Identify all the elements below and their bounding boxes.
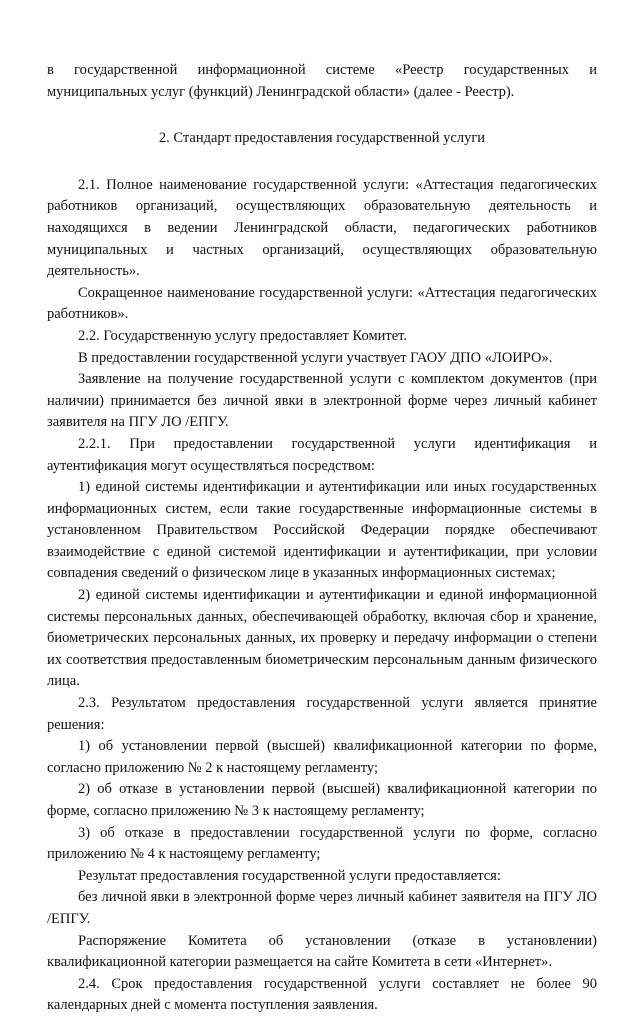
- paragraph-result-delivery: Результат предоставления государственной услуги предоставляется:: [78, 867, 501, 884]
- result-item-3: 3) об отказе в предоставлении государственной услуги по форме, согласно приложению № 4 к настоящему регламенту;: [47, 824, 597, 863]
- paragraph-2-1-full-name: 2.1. Полное наименование государственной услуги: «Аттестация педагогических работников организаций, осуществляющих образовательную деятельность и находящихся в ведении Ленинградской области, педагогических работников муниципальных и частных организаций, осуществляющих образовательную деятельность».: [47, 176, 597, 280]
- section-heading: 2. Стандарт предоставления государственной услуги: [158, 130, 486, 147]
- paragraph-2-3: 2.3. Результатом предоставления государственной услуги является принятие решения:: [47, 695, 597, 733]
- paragraph-delivery-method: без личной явки в электронной форме через личный кабинет заявителя на ПГУ ЛО /ЕПГУ.: [47, 889, 597, 927]
- paragraph-2-4: 2.4. Срок предоставления государственной услуги составляет не более 90 календарных дней с момента поступления заявления.: [47, 975, 597, 1014]
- paragraph-application: Заявление на получение государственной услуги с комплектом документов (при наличии) принимается без личной явки в электронной форме через личный кабинет заявителя на ПГУ ЛО /ЕПГУ.: [47, 371, 597, 431]
- paragraph-2-2: 2.2. Государственную услугу предоставляет Комитет.: [78, 327, 408, 344]
- list-item-biometric: 2) единой системы идентификации и аутентификации и единой информационной системы персональных данных, обеспечивающей обработку, включая сбор и хранение, биометрических персональных данных, их проверку и передачу информации о степени их соответствия предоставленным биометрическим персональным данным физического лица.: [47, 587, 597, 690]
- result-item-2: 2) об отказе в установлении первой (высшей) квалификационной категории по форме, согласно приложению № 3 к настоящему регламенту;: [47, 781, 597, 819]
- paragraph-order-publication: Распоряжение Комитета об установлении (отказе в установлении) квалификационной категории размещается на сайте Комитета в сети «Интернет».: [47, 932, 597, 971]
- list-item-esia: 1) единой системы идентификации и аутентификации или иных государственных информационных систем, если такие государственные информационные системы в установленном Правительством Российской Федерации порядке обеспечивают взаимодействие с единой системой идентификации и аутентификации, при условии совпадения сведений о физическом лице в указанных информационных системах;: [47, 479, 597, 582]
- paragraph-short-name: Сокращенное наименование государственной услуги: «Аттестация педагогических работников».: [47, 284, 597, 323]
- paragraph-2-2-1: 2.2.1. При предоставлении государственной услуги идентификация и аутентификация могут осуществляться посредством:: [47, 435, 597, 474]
- registry-paragraph: в государственной информационной системе «Реестр государственных и муниципальных услуг (функций) Ленинградской области» (далее - Реестр).: [47, 62, 597, 100]
- document-body: [47, 60, 597, 1017]
- result-item-1: 1) об установлении первой (высшей) квалификационной категории по форме, согласно приложению № 2 к настоящему регламенту;: [47, 738, 597, 776]
- paragraph-participant: В предоставлении государственной услуги участвует ГАОУ ДПО «ЛОИРО».: [78, 349, 553, 366]
